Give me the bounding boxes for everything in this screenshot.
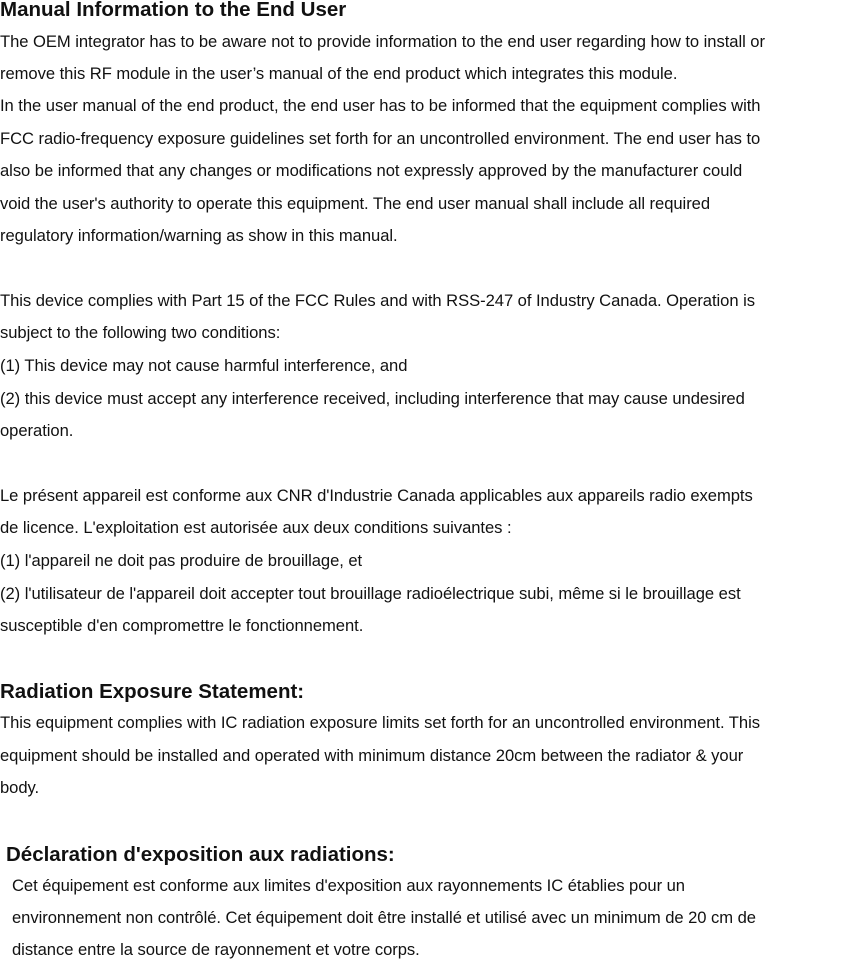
paragraph-line: This equipment complies with IC radiation exposure limits set forth for an uncontrolled environment. This: [0, 713, 760, 732]
paragraph-line: subject to the following two conditions:: [0, 323, 281, 342]
paragraph-line: void the user's authority to operate this equipment. The end user manual shall include all required: [0, 194, 711, 213]
paragraph-line: body.: [0, 778, 40, 797]
section-heading-manual-information: Manual Information to the End User: [0, 0, 347, 21]
condition-line: (1) This device may not cause harmful interference, and: [0, 356, 408, 375]
paragraph-line: also be informed that any changes or modifications not expressly approved by the manufacturer could: [0, 161, 743, 180]
paragraph-line: The OEM integrator has to be aware not to provide information to the end user regarding how to install or: [0, 32, 765, 51]
paragraph-line: susceptible d'en compromettre le fonctionnement.: [0, 616, 364, 635]
paragraph-line: In the user manual of the end product, the end user has to be informed that the equipment complies with: [0, 96, 761, 115]
paragraph-line: remove this RF module in the user’s manual of the end product which integrates this module.: [0, 64, 678, 83]
paragraph-line: FCC radio-frequency exposure guidelines set forth for an uncontrolled environment. The end user has to: [0, 129, 761, 148]
paragraph-line: de licence. L'exploitation est autorisée aux deux conditions suivantes :: [0, 518, 512, 537]
condition-line: (1) l'appareil ne doit pas produire de brouillage, et: [0, 551, 363, 570]
paragraph-line: distance entre la source de rayonnement et votre corps.: [12, 940, 420, 959]
paragraph-line: environnement non contrôlé. Cet équipement doit être installé et utilisé avec un minimum de 20 cm de: [12, 908, 756, 927]
paragraph-line: Cet équipement est conforme aux limites d'exposition aux rayonnements IC établies pour un: [12, 876, 685, 895]
condition-line: (2) this device must accept any interference received, including interference that may cause undesired: [0, 389, 745, 408]
paragraph-line: Le présent appareil est conforme aux CNR d'Industrie Canada applicables aux appareils radio exempts: [0, 486, 753, 505]
section-heading-declaration-exposition: Déclaration d'exposition aux radiations:: [6, 843, 395, 866]
paragraph-line: regulatory information/warning as show in this manual.: [0, 226, 398, 245]
condition-line: (2) l'utilisateur de l'appareil doit accepter tout brouillage radioélectrique subi, même si le brouillage est: [0, 584, 741, 603]
paragraph-line: This device complies with Part 15 of the FCC Rules and with RSS-247 of Industry Canada. Operation is: [0, 291, 755, 310]
paragraph-line: equipment should be installed and operated with minimum distance 20cm between the radiator & your: [0, 746, 744, 765]
section-heading-radiation-exposure: Radiation Exposure Statement:: [0, 680, 305, 703]
paragraph-line: operation.: [0, 421, 74, 440]
